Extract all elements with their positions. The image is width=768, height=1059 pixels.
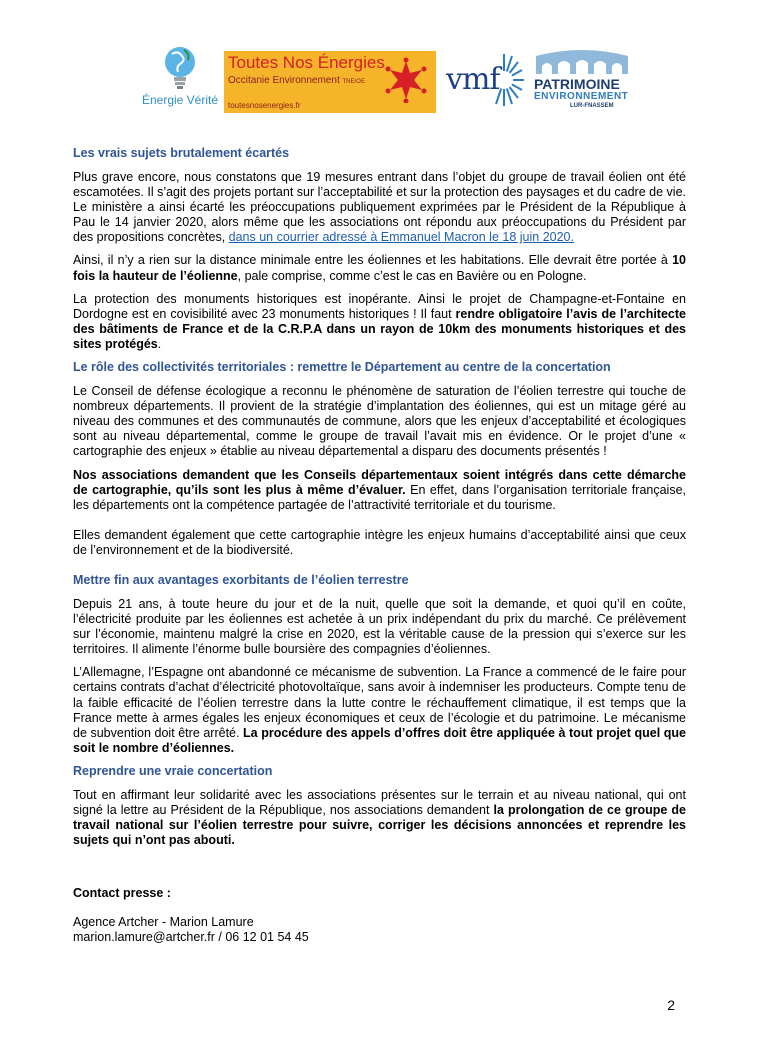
contact-agency: Agence Artcher - Marion Lamure — [73, 915, 254, 930]
paragraph: Tout en affirmant leur solidarité avec les associations présentes sur le terrain et au niveau national, qui ont signé la lettre au Président de la République, nos associations demandent la prolongation de ce groupe de travail national sur l’éolien terrestre pour suivre, corriger les décisions annoncées et reprendre les sujets qui n’ont pas abouti. — [73, 787, 687, 848]
energie-verite-logo — [140, 44, 220, 112]
page-number: 2 — [667, 997, 675, 1013]
patrimoine-environnement-logo — [534, 46, 634, 116]
tne-url: toutesnosenergies.fr — [228, 101, 301, 110]
section-heading-concertation: Reprendre une vraie concertation — [73, 763, 273, 778]
paragraph: Ainsi, il n’y a rien sur la distance minimale entre les éoliennes et les habitations. Elle devrait être portée à 10 fois la hauteur de l’éolienne, pale comprise, comme c’est le cas en Bavière ou en Pologne. — [73, 253, 686, 283]
paragraph: Depuis 21 ans, à toute heure du jour et de la nuit, quelle que soit la demande, et quoi qu’il en coûte, l’électricité produite par les éoliennes est achetée à un prix indépendant du prix du marché. Ce prélèvement sur l’économie, maintenu malgré la crise en 2020, est la véritable cause de la pression qui s’exerce sur les territoires. Il alimente l’énorme bulle boursière des compagnies d’éoliennes. — [73, 596, 686, 657]
patrimoine-word: PATRIMOINE — [534, 76, 620, 92]
energie-verite-name: Énergie Vérité — [141, 93, 219, 107]
environnement-word: ENVIRONNEMENT — [534, 91, 629, 102]
contact-title: Contact presse : — [73, 886, 171, 901]
tne-title: Toutes Nos Énergies — [228, 53, 385, 72]
logo-banner — [0, 44, 768, 114]
occitan-cross-icon — [384, 57, 428, 103]
paragraph: Plus grave encore, nous constatons que 19 mesures entrant dans l’objet du groupe de travail éolien ont été escamotées. Il s’agit des projets portant sur l’acceptabilité et sur la protection des paysages et du cadre de vie. Le ministère a ainsi écarté les préoccupations publiquement exprimées par le Président de la République à Pau le 14 janvier 2020, alors même que les associations ont répondu aux préoccupations du Président par des propositions concrètes, dans un courrier adressé à Emmanuel Macron le 18 juin 2020. — [73, 170, 686, 245]
vmf-logo — [446, 50, 526, 110]
courrier-link[interactable]: dans un courrier adressé à Emmanuel Macron le 18 juin 2020. — [228, 230, 574, 245]
paragraph: Elles demandent également que cette cartographie intègre les enjeux humains d’acceptabilité ainsi que ceux de l’environnement et de la biodiversité. — [73, 527, 686, 557]
lur-fnassem-word: LUR-FNASSEM — [570, 103, 614, 109]
paragraph: Le Conseil de défense écologique a reconnu le phénomène de saturation de l’éolien terrestre qui touche de nombreux départements. Il provient de la stratégie d’implantation des éoliennes, qui est un mitage géré au niveau des communes et des communautés de commune, alors que les enjeux d’acceptabilité et écologiques sont au niveau départemental, comme le groupe de travail l’avait mis en évidence. Or le projet d’une « cartographie des enjeux » établie au niveau départemental a disparu des documents présentés ! — [73, 384, 686, 459]
section-heading-vrais-sujets: Les vrais sujets brutalement écartés — [73, 146, 290, 160]
contact-email-phone: marion.lamure@artcher.fr / 06 12 01 54 45 — [73, 930, 309, 945]
aqueduct-icon — [534, 46, 630, 76]
tne-subtitle: Occitanie Environnement TNE/OE — [228, 75, 365, 86]
lightbulb-globe-icon — [160, 44, 200, 92]
vmf-name: vmf — [446, 62, 500, 97]
section-heading-avantages: Mettre fin aux avantages exorbitants de l’éolien terrestre — [73, 572, 409, 587]
toutes-nos-energies-logo — [224, 51, 436, 113]
paragraph: L’Allemagne, l’Espagne ont abandonné ce mécanisme de subvention. La France a commencé de le faire pour certains contrats d’achat d’électricité photovoltaïque, sans avoir à indemniser les producteurs. Compte tenu de la faible efficacité de l’éolien terrestre dans la lutte contre le réchauffement climatique, il est temps que la France mette à armes égales les enjeux économiques et ceux de l’écologie et du patrimoine. Le mécanisme de subvention doit être arrêté. La procédure des appels d’offres doit être appliquée à tout projet quel que soit le nombre d’éoliennes. — [73, 665, 686, 755]
paragraph: La protection des monuments historiques est inopérante. Ainsi le projet de Champagne-et-Fontaine en Dordogne est en covisibilité avec 23 monuments historiques ! Il faut rendre obligatoire l’avis de l’architecte des bâtiments de France et de la C.R.P.A dans un rayon de 10km des monuments historiques et des sites protégés. — [73, 291, 686, 351]
section-heading-collectivites: Le rôle des collectivités territoriales : remettre le Département au centre de la concertation — [73, 360, 611, 375]
document-body — [73, 146, 686, 946]
paragraph: Nos associations demandent que les Conseils départementaux soient intégrés dans cette démarche de cartographie, qu’ils sont les plus à même d’évaluer. En effet, dans l’organisation territoriale française, les départements ont la compétence partagée de l’attractivité territoriale et du tourisme. — [73, 467, 686, 512]
